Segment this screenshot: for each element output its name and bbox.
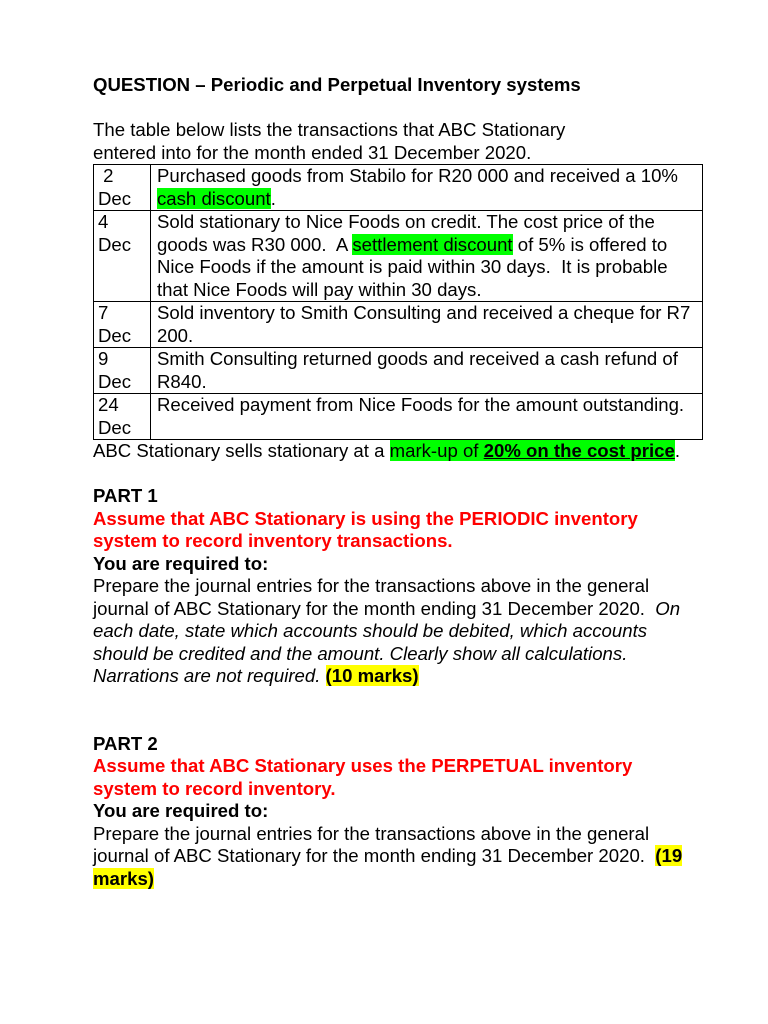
description-text-end: . (270, 187, 276, 209)
markup-highlight (390, 440, 675, 461)
intro-line-1: The table below lists the transactions that ABC Stationary (93, 119, 566, 140)
table-row (94, 302, 703, 348)
markup-highlight-plain: mark-up of (389, 440, 484, 461)
markup-highlight-bold: 20% on the cost price (483, 440, 675, 461)
description-text: Received payment from Nice Foods for the amount outstanding. (157, 394, 685, 415)
description-text: Sold inventory to Smith Consulting and received a cheque for R7 200. (157, 302, 691, 346)
spacer (93, 710, 693, 733)
description-text: Purchased goods from Stabilo for R20 000 and received a 10% (157, 165, 678, 186)
part1-instruction-text: Prepare the journal entries for the transactions above in the general journal of ABC Stationary for the month ending 31 December 2020. (93, 575, 656, 619)
description-cell (151, 348, 703, 394)
markup-suffix: . (674, 440, 680, 461)
description-cell (151, 394, 703, 440)
table-row (94, 165, 703, 211)
intro-line-2: entered into for the month ended 31 December 2020. (93, 141, 532, 163)
date-day: 2 (98, 165, 114, 186)
part2-required-label: You are required to: (93, 800, 269, 821)
description-text: Smith Consulting returned goods and received a cash refund of R840. (157, 348, 678, 392)
spacer (93, 463, 693, 486)
date-month: Dec (98, 370, 132, 392)
part1-assumption: Assume that ABC Stationary is using the PERIODIC inventory system to record inventory transactions. (93, 507, 638, 551)
date-day: 24 (98, 394, 119, 415)
date-cell (94, 302, 151, 348)
highlighted-term: settlement discount (352, 233, 513, 255)
part1-required-label: You are required to: (93, 552, 269, 574)
part2-heading: PART 2 (93, 732, 158, 754)
highlighted-term: cash discount (157, 187, 271, 209)
date-day: 9 (98, 348, 109, 369)
date-month: Dec (98, 324, 132, 346)
description-cell (151, 302, 703, 348)
part1-marks: (10 marks) (325, 665, 419, 686)
table-row (94, 394, 703, 440)
description-cell (151, 165, 703, 211)
part1-instruction-italic: On each date, state which accounts should be debited, which accounts should be credited and the amount. Clearly show all calculations. Narrations are not required. (93, 597, 681, 686)
date-day: 4 (98, 211, 109, 232)
date-month: Dec (98, 416, 132, 438)
question-title: QUESTION – Periodic and Perpetual Inventory systems (93, 74, 581, 95)
date-cell (94, 348, 151, 394)
date-month: Dec (98, 187, 132, 209)
description-cell (151, 211, 703, 302)
description-text: Sold stationary to Nice Foods on credit. The cost price of the goods was R30 000. A (157, 211, 660, 255)
table-row (94, 211, 703, 302)
date-day: 7 (98, 302, 109, 323)
spacer (93, 97, 693, 120)
part1-instruction (93, 575, 693, 688)
date-month: Dec (98, 233, 132, 255)
part2-instruction-text: Prepare the journal entries for the transactions above in the general journal of ABC Stationary for the month ending 31 December 2020. (93, 822, 656, 866)
transactions-table (93, 164, 703, 440)
part2-assumption: Assume that ABC Stationary uses the PERPETUAL inventory system to record inventory. (93, 755, 633, 799)
date-cell (94, 211, 151, 302)
markup-note (93, 440, 693, 463)
spacer (93, 688, 693, 711)
markup-prefix: ABC Stationary sells stationary at a (93, 440, 390, 461)
table-row (94, 348, 703, 394)
part2-marks: (19 marks) (93, 845, 683, 889)
document-page (93, 74, 693, 890)
date-cell (94, 165, 151, 211)
part2-instruction (93, 823, 693, 891)
part1-heading: PART 1 (93, 485, 158, 506)
date-cell (94, 394, 151, 440)
description-text-end: of 5% is offered to Nice Foods if the amount is paid within 30 days. It is probable that Nice Foods will pay within 30 days. (157, 233, 673, 300)
